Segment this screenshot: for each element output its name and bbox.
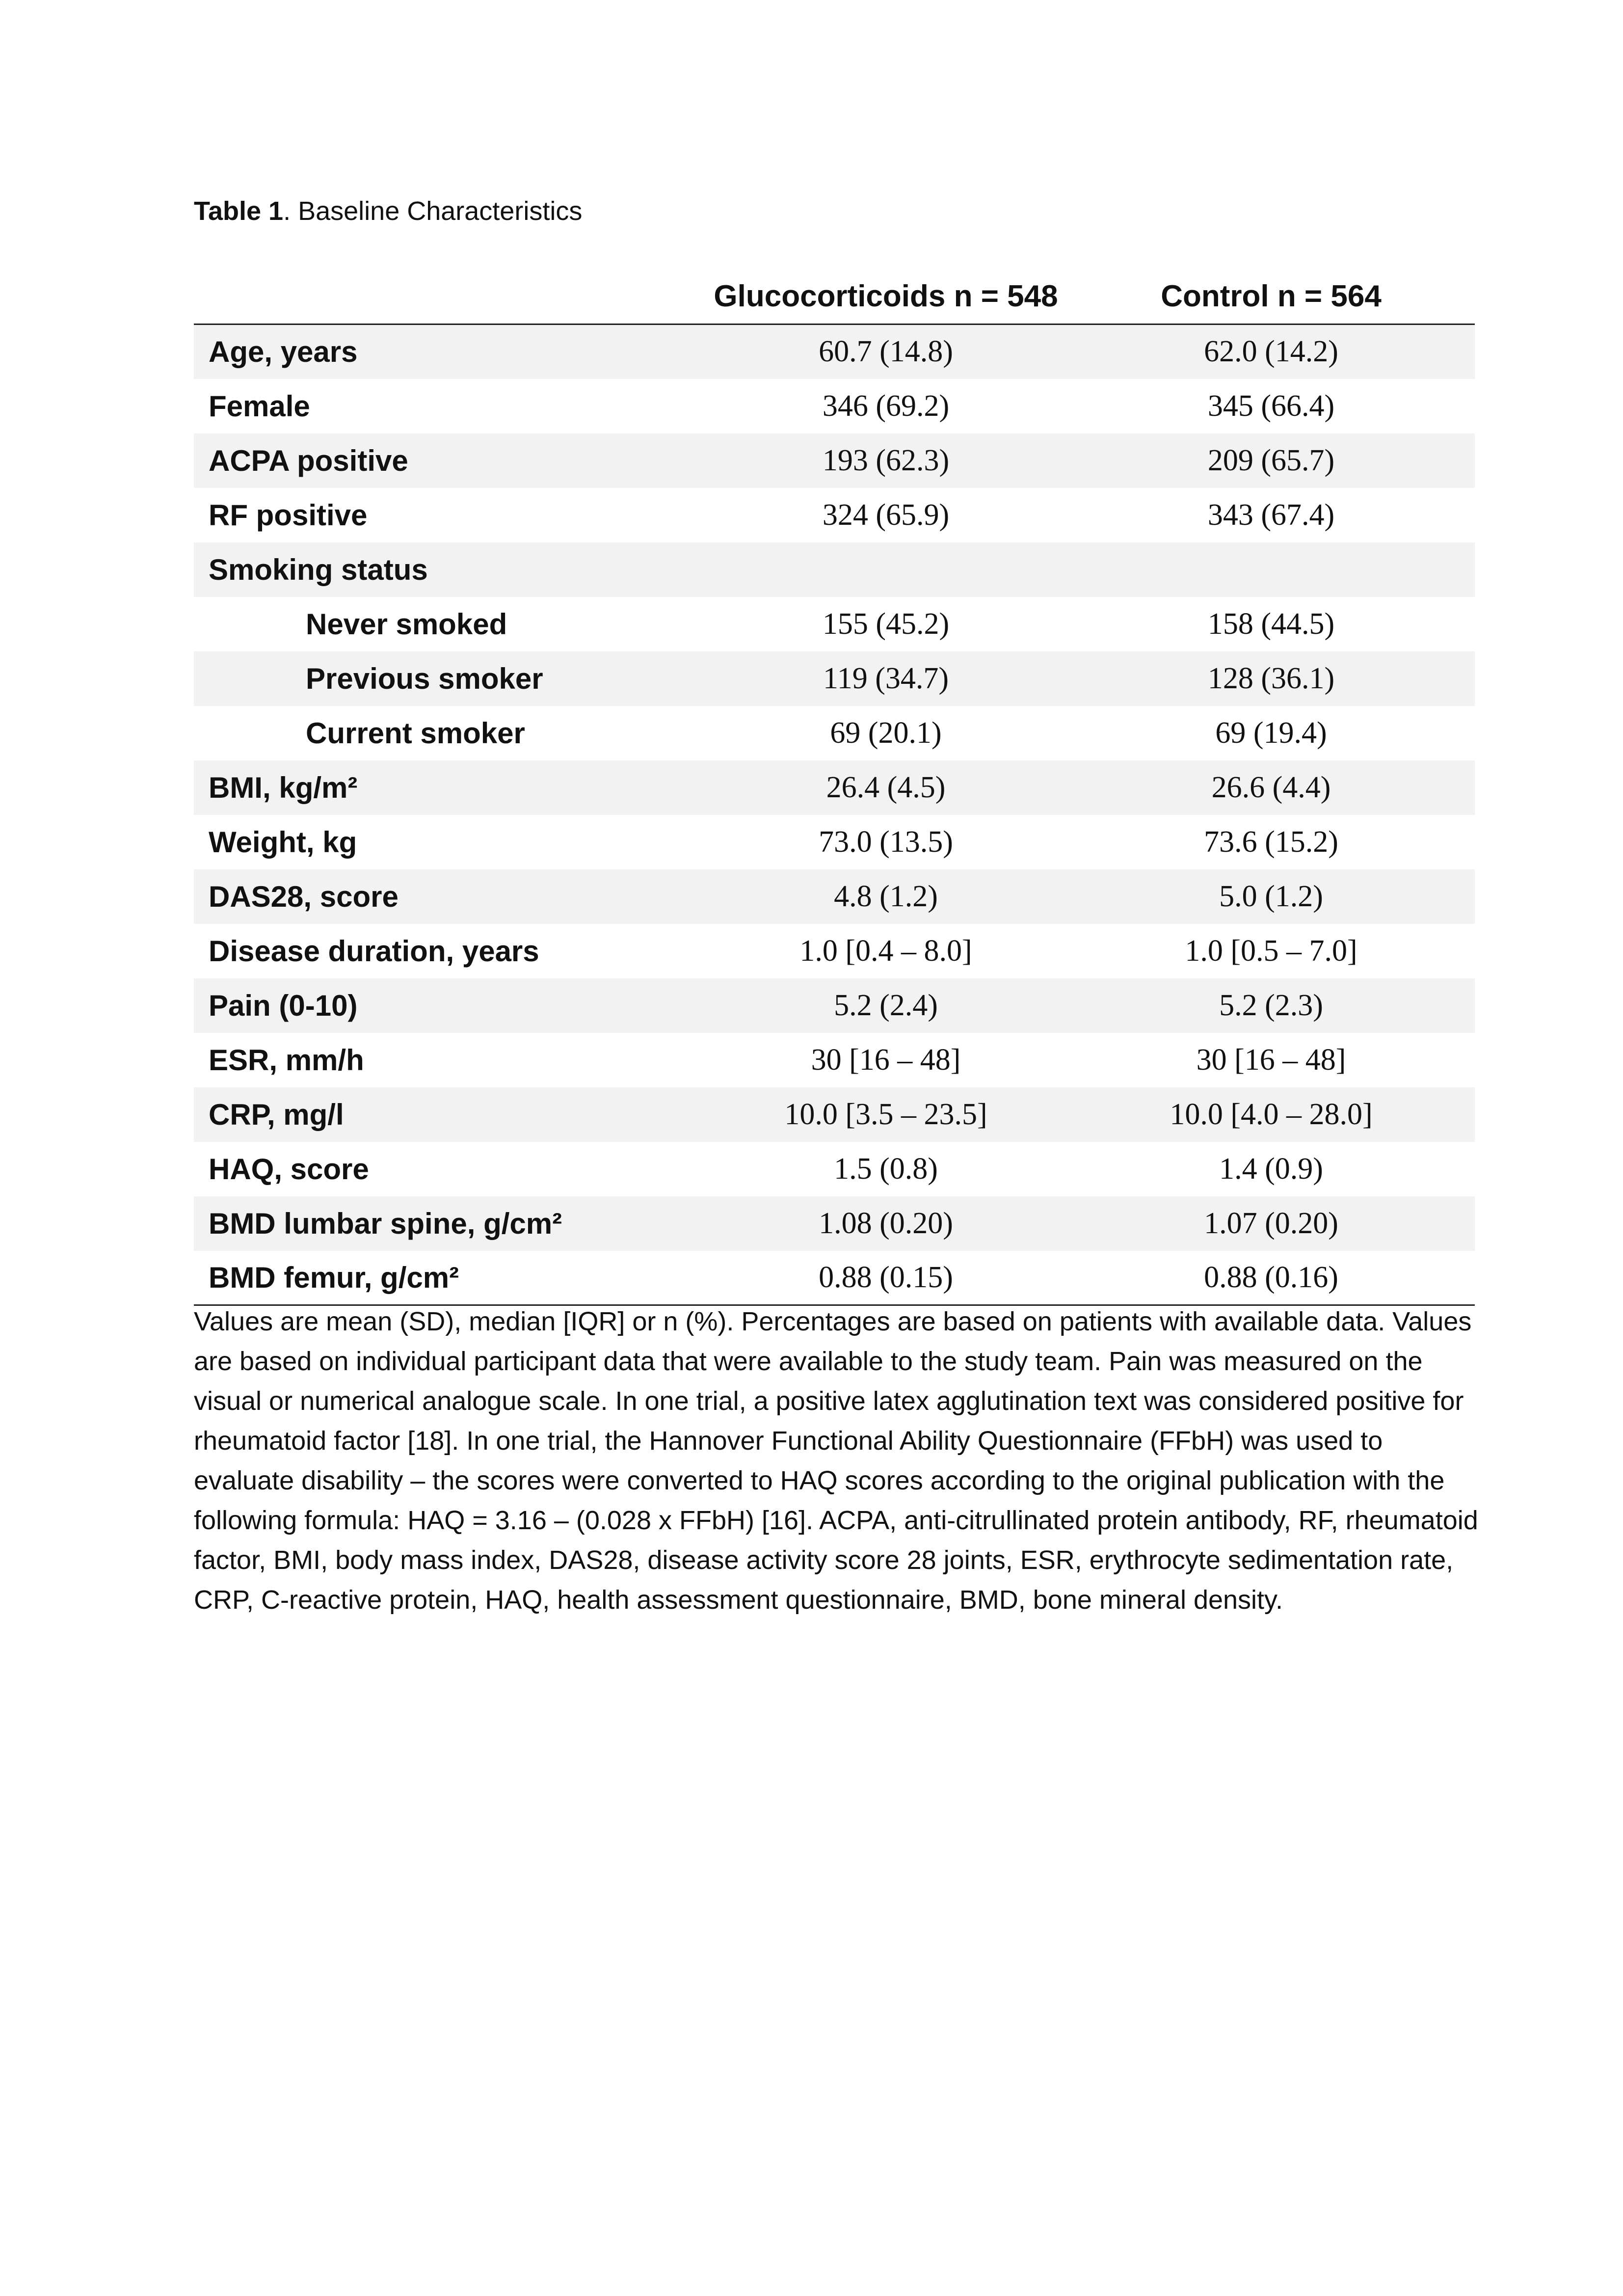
glucocorticoids-value: 0.88 (0.15) [704,1251,1067,1305]
glucocorticoids-value: 26.4 (4.5) [826,770,946,804]
control-value: 158 (44.5) [1207,607,1335,641]
table-row [194,651,1475,706]
baseline-characteristics-table [194,269,1475,1306]
control-value: 1.4 (0.9) [1219,1152,1323,1186]
glucocorticoids-value: 193 (62.3) [822,443,950,477]
control-value: 5.0 (1.2) [1219,879,1323,913]
header-row [194,269,1475,324]
glucocorticoids-value: 5.2 (2.4) [834,988,938,1022]
table-row [194,597,1475,651]
table-row [194,1033,1475,1087]
footnote-text: Values are mean (SD), median [IQR] or n (%). Percentages are based on patients with available data. Values are based on individual participant data that were available to the study team. Pain was measured on the visual or numerical analogue scale. In one trial, a positive latex agglutination text was considered positive for rheumatoid factor [18]. In one trial, the Hannover Functional Ability Questionnaire (FFbH) was used to evaluate disability – the scores were converted to HAQ scores according to the original publication with the following formula: HAQ = 3.16 – (0.028 x FFbH) [16]. ACPA, anti-citrullinated protein antibody, RF, rheumatoid factor, BMI, body mass index, DAS28, disease activity score 28 joints, ESR, erythrocyte sedimentation rate, CRP, C-reactive protein, HAQ, health assessment questionnaire, BMD, bone mineral density. [194,1307,1478,1615]
table-body [194,324,1475,1305]
header-control: Control n = 564 [1067,269,1475,324]
table-row [194,815,1475,869]
table-row [194,379,1475,433]
glucocorticoids-value: 119 (34.7) [823,661,949,695]
control-value: 343 (67.4) [1207,498,1335,532]
table-row [194,542,1475,597]
table-row [194,978,1475,1033]
control-value: 73.6 (15.2) [1204,825,1338,859]
row-label: Female [209,389,310,423]
glucocorticoids-value: 1.5 (0.8) [834,1152,938,1186]
glucocorticoids-value: 30 [16 – 48] [811,1043,961,1077]
control-value: 1.0 [0.5 – 7.0] [1185,934,1357,968]
table-header [194,269,1475,324]
row-label: Smoking status [209,553,428,586]
table-caption [194,194,582,228]
glucocorticoids-value: 324 (65.9) [822,498,950,532]
glucocorticoids-value [704,542,1067,597]
glucocorticoids-value: 69 (20.1) [830,716,942,750]
table-row [194,869,1475,924]
table-row [194,433,1475,488]
control-value: 0.88 (0.16) [1067,1251,1475,1305]
control-value: 69 (19.4) [1215,716,1327,750]
glucocorticoids-value: 73.0 (13.5) [819,825,953,859]
row-label: RF positive [209,498,368,532]
row-label: HAQ, score [209,1152,369,1186]
row-label: BMD lumbar spine, g/cm² [209,1207,562,1240]
glucocorticoids-value: 4.8 (1.2) [834,879,938,913]
glucocorticoids-value: 1.08 (0.20) [819,1206,953,1240]
row-label: Never smoked [306,607,507,641]
control-value: 10.0 [4.0 – 28.0] [1170,1097,1373,1131]
control-value: 5.2 (2.3) [1219,988,1323,1022]
table-row [194,1196,1475,1251]
control-value: 209 (65.7) [1207,443,1335,477]
row-label: CRP, mg/l [209,1098,344,1131]
glucocorticoids-value: 346 (69.2) [822,389,950,423]
table-row [194,1251,1475,1305]
control-value: 1.07 (0.20) [1204,1206,1338,1240]
glucocorticoids-value: 155 (45.2) [822,607,950,641]
table-row [194,324,1475,379]
control-value: 62.0 (14.2) [1204,335,1338,369]
row-label: Current smoker [306,716,525,750]
row-label: BMI, kg/m² [209,771,358,804]
glucocorticoids-value: 1.0 [0.4 – 8.0] [799,934,972,968]
row-label: Age, years [209,335,358,369]
row-label: Previous smoker [306,662,543,695]
row-label: DAS28, score [209,880,399,913]
row-label: BMD femur, g/cm² [194,1251,704,1305]
table-row [194,760,1475,815]
header-glucocorticoids: Glucocorticoids n = 548 [704,269,1067,324]
row-label: ACPA positive [209,444,408,477]
table-title: . Baseline Characteristics [283,196,583,226]
control-value [1067,542,1475,597]
table-footnote [194,1302,1490,1620]
table-row [194,924,1475,978]
table-row [194,706,1475,760]
control-value: 30 [16 – 48] [1196,1043,1346,1077]
glucocorticoids-value: 60.7 (14.8) [819,335,953,369]
control-value: 26.6 (4.4) [1211,770,1331,804]
control-value: 345 (66.4) [1207,389,1335,423]
row-label: ESR, mm/h [209,1043,364,1077]
header-characteristic [194,269,704,324]
table-row [194,1142,1475,1196]
control-value: 128 (36.1) [1207,661,1335,695]
row-label: Disease duration, years [209,934,539,968]
glucocorticoids-value: 10.0 [3.5 – 23.5] [784,1097,987,1131]
table-row [194,488,1475,542]
table-row [194,1087,1475,1142]
table-number: Table 1 [194,196,284,226]
row-label: Weight, kg [209,825,357,859]
row-label: Pain (0-10) [209,989,358,1022]
